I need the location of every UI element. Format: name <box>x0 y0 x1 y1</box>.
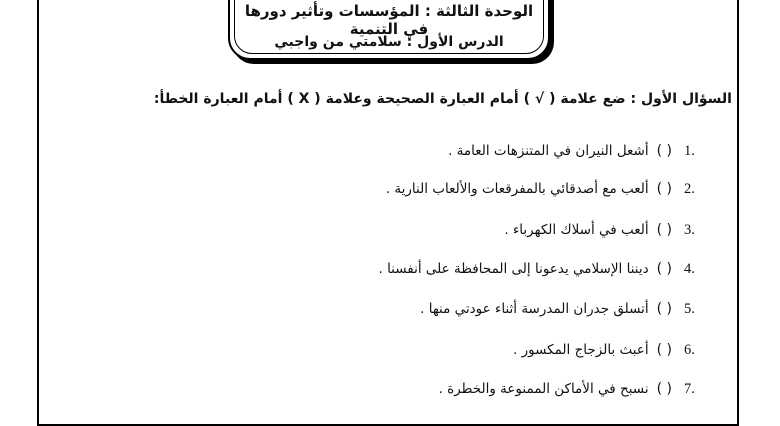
statement-item <box>420 298 718 320</box>
answer-blank[interactable]: ( ) <box>656 301 672 317</box>
statement-number: 2. <box>684 180 695 197</box>
answer-blank[interactable]: ( ) <box>656 342 672 358</box>
statement-number: 7. <box>684 380 695 397</box>
statement-text: أعبث بالزجاج المكسور . <box>513 342 649 358</box>
statement-text: ألعب مع أصدقائي بالمفرقعات والألعاب النارية . <box>385 181 649 197</box>
statement-text: أتسلق جدران المدرسة أثناء عودتي منها . <box>420 301 649 317</box>
statement-number: 4. <box>684 260 695 277</box>
answer-blank[interactable]: ( ) <box>656 181 672 197</box>
statement-number: 6. <box>684 341 695 358</box>
answer-blank[interactable]: ( ) <box>656 381 672 397</box>
statement-item <box>439 378 718 400</box>
unit-title: الوحدة الثالثة : المؤسسات وتأثير دورها في التنمية <box>244 2 534 38</box>
statement-text: نسبح في الأماكن الممنوعة والخطرة . <box>438 381 649 397</box>
question-heading: السؤال الأول : ضع علامة ( √ ) أمام العبارة الصحيحة وعلامة ( X ) أمام العبارة الخطأ: <box>153 91 732 107</box>
answer-blank[interactable]: ( ) <box>656 222 672 238</box>
statement-text: أشعل النيران في المتنزهات العامة . <box>448 143 649 159</box>
statement-item <box>386 178 718 200</box>
statement-item <box>504 219 718 241</box>
statement-number: 3. <box>684 221 695 238</box>
statement-item <box>378 258 718 280</box>
answer-blank[interactable]: ( ) <box>656 143 672 159</box>
answer-blank[interactable]: ( ) <box>656 261 672 277</box>
statement-item <box>513 339 718 361</box>
statement-item <box>448 140 718 162</box>
statement-text: ديننا الإسلامي يدعونا إلى المحافظة على أنفسنا . <box>378 261 649 277</box>
statement-number: 1. <box>684 142 695 159</box>
statement-text: ألعب في أسلاك الكهرباء . <box>504 222 649 238</box>
statement-number: 5. <box>684 300 695 317</box>
lesson-title: الدرس الأول : سلامتي من واجبي <box>274 34 504 50</box>
